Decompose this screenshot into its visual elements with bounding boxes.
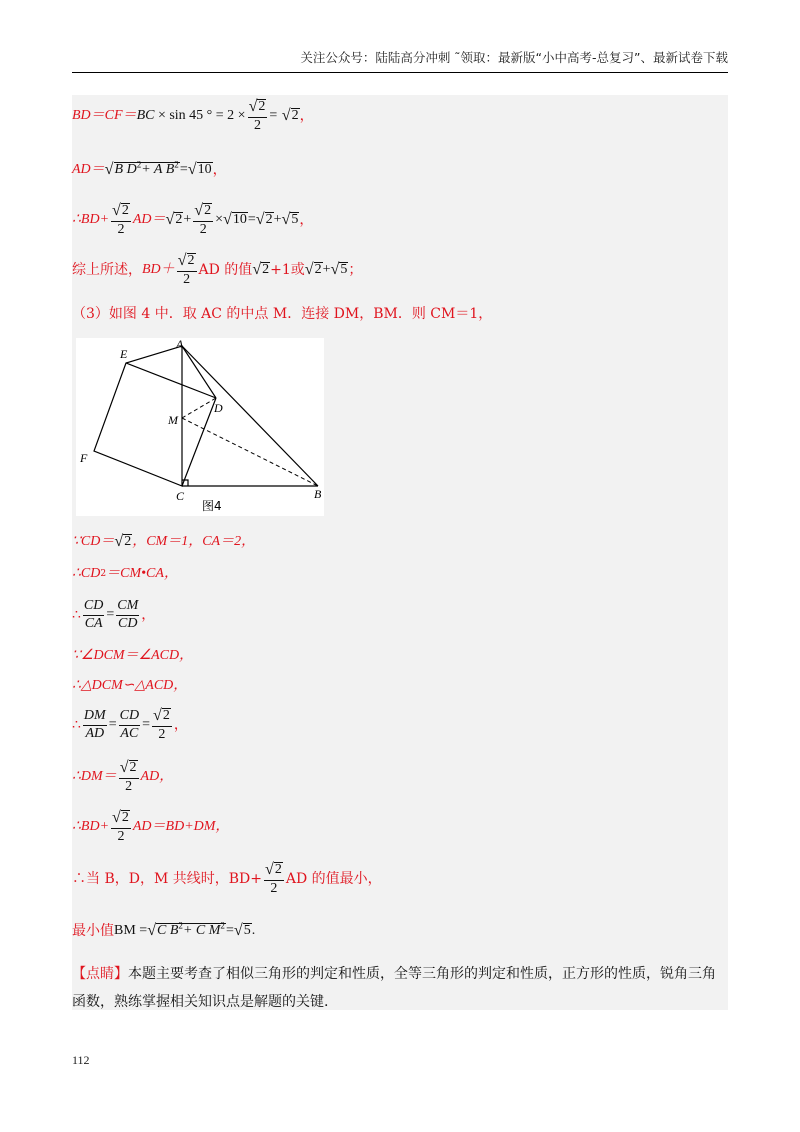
label-a: A xyxy=(176,338,184,351)
label-f: F xyxy=(80,451,88,465)
eq-line-4: 综上所述， BD＋ √ 2 2 AD 的值 √ 2 +1或 √ 2 + √ 5 ； xyxy=(72,251,363,287)
dashed-md xyxy=(182,398,216,418)
label-d: D xyxy=(214,401,223,415)
frac-sqrt2-over-2: √ 2 2 xyxy=(112,201,129,237)
text-bd-cf: BD＝CF＝ xyxy=(72,108,137,123)
header-rule xyxy=(72,72,728,73)
equals: = xyxy=(269,108,278,123)
page-header: 关注公众号：陆陆高分冲刺 ˜领取：最新版“小中高考-总复习”、最新试卷下载 xyxy=(300,50,728,65)
solution-content xyxy=(72,95,728,1010)
key-point-note xyxy=(72,960,728,1016)
part-3-intro: （3）如图 4 中．取 AC 的中点 M．连接 DM，BM．则 CM＝1， xyxy=(72,306,493,322)
eq-line-14: ∴当 B，D，M 共线时，BD+ √ 2 2 AD 的值最小， xyxy=(72,860,382,896)
label-c: C xyxy=(176,489,185,503)
eq-line-8: ∴ $\frac{CD}{CA}$ = $\frac{CM}{CD}$ ， xyxy=(72,597,156,631)
sqrt-2: √ 2 xyxy=(281,106,299,124)
eq-line-6: ∵CD＝ √ 2 ，CM＝1，CA＝2， xyxy=(72,532,256,550)
page-number: 112 xyxy=(72,1053,90,1067)
text-ad: AD＝ xyxy=(72,162,105,177)
sqrt-bd2-ab2: √ B $D^2+ A$ $B^2$ xyxy=(104,159,179,178)
math-bc-sin: BC × sin 45 ° = 2 × xyxy=(136,108,246,123)
eq-line-11: ∴ $\frac{DM}{AD}$ = $\frac{CD}{AC}$ = √ 2 2 ， xyxy=(72,706,188,742)
eq-line-9: ∵∠DCM＝∠ACD， xyxy=(72,648,194,663)
eq-line-12: ∴DM＝ √ 2 2 AD， xyxy=(72,758,174,794)
segment-ab xyxy=(182,346,318,486)
geometry-figure-4 xyxy=(76,338,324,516)
eq-line-7: ∴CD 2 ＝CM•CA， xyxy=(72,566,178,581)
segment-dc xyxy=(182,398,216,486)
note-text: 本题主要考查了相似三角形的判定和性质，全等三角形的判定和性质，正方形的性质，锐角三角函数，熟练掌握相关知识点是解题的关键. xyxy=(72,966,716,1010)
eq-line-2: AD＝ √ B $D^2+ A$ $B^2$ = √ 10 ， xyxy=(72,159,227,178)
figure-svg xyxy=(76,338,324,516)
dashed-mb xyxy=(182,418,318,486)
label-b: B xyxy=(314,487,322,501)
label-m: M xyxy=(168,413,178,427)
figure-caption: 图4 xyxy=(202,499,222,513)
label-e: E xyxy=(120,347,128,361)
sqrt-10: √ 10 xyxy=(187,160,212,178)
segment-ed xyxy=(126,363,216,398)
segment-ad xyxy=(182,346,216,398)
eq-line-15: 最小值 BM = √ C $B^2+ C$ $M^2$ = √ 5 . xyxy=(72,920,256,939)
frac-sqrt2-over-2: √ 2 2 xyxy=(248,97,266,133)
eq-line-1: BD＝CF＝ BC × sin 45 ° = 2 × √ 2 2 = √ 2 ， xyxy=(72,97,314,133)
eq-line-10: ∴△DCM∽△ACD， xyxy=(72,678,188,693)
eq-line-3: ∴BD+ √ 2 2 AD＝ √ 2 + √ 2 2 × √ 10 = √ 2 + √ 5 ， xyxy=(72,201,314,237)
eq-line-13: ∴BD+ √ 2 2 AD＝BD+DM， xyxy=(72,808,230,844)
note-tag: 【点睛】 xyxy=(72,966,128,982)
